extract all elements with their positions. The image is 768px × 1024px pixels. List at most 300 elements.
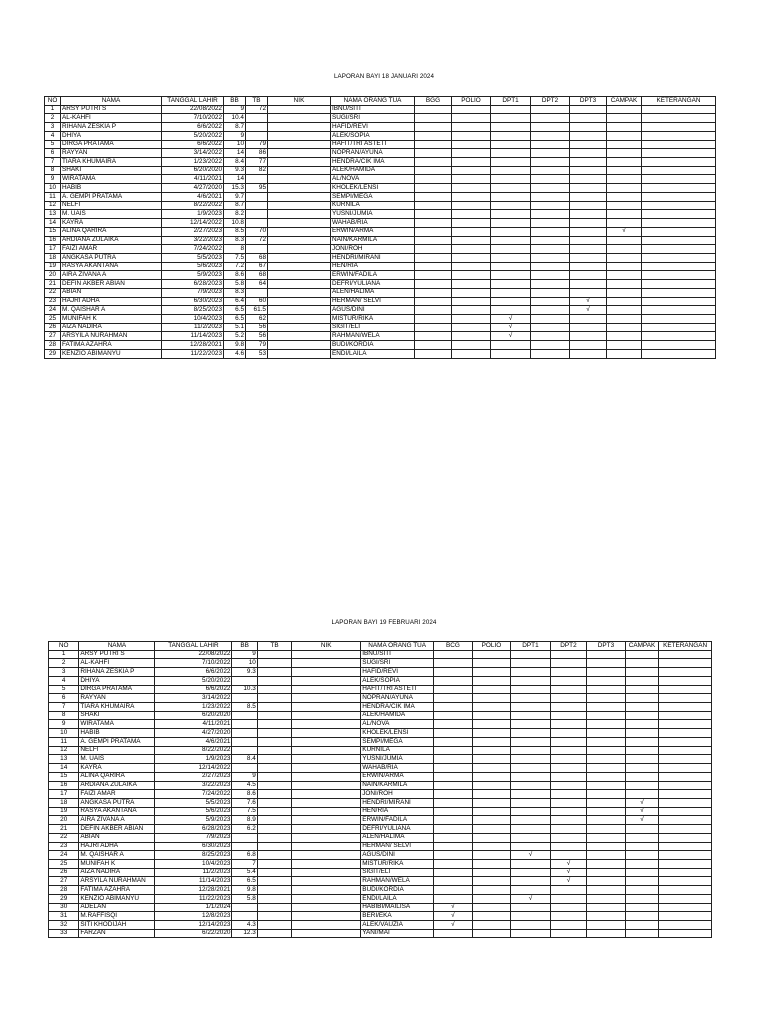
- report-title-january: LAPORAN BAYI 18 JANUARI 2024: [333, 73, 434, 80]
- cell-bb: 8.3: [224, 288, 246, 297]
- cell-dpt1: [511, 903, 551, 912]
- table-row: [45, 192, 716, 201]
- cell-polio: [472, 729, 511, 738]
- cell-no: 15: [45, 227, 61, 236]
- cell-parent-name: SEMPI/MEGA: [331, 192, 415, 201]
- cell-dpt1: [491, 192, 531, 201]
- cell-bb: 8.6: [224, 271, 246, 280]
- cell-dpt1: [491, 105, 531, 114]
- cell-campak: [607, 323, 642, 332]
- cell-keterangan: [659, 729, 712, 738]
- cell-tb: [257, 668, 291, 677]
- column-header-dpt1: DPT1: [491, 97, 531, 106]
- cell-dpt2: [550, 711, 586, 720]
- cell-polio: [452, 236, 491, 245]
- cell-parent-name: RAHMAN/WELA: [331, 332, 415, 341]
- cell-campak: [607, 166, 642, 175]
- cell-name: RAYYAN: [79, 694, 155, 703]
- cell-birth-date: 3/22/2023: [162, 236, 224, 245]
- cell-polio: [452, 192, 491, 201]
- table-row: [45, 175, 716, 184]
- cell-bb: 10.8: [224, 219, 246, 228]
- cell-dpt2: [550, 755, 586, 764]
- cell-bb: 5.4: [232, 868, 257, 877]
- cell-dpt1: [511, 921, 551, 930]
- cell-bgg: [434, 929, 473, 938]
- cell-birth-date: 4/11/2021: [162, 175, 224, 184]
- cell-bb: 10.4: [224, 114, 246, 123]
- cell-nik: [268, 192, 331, 201]
- column-header-birth-date: TANGGAL LAHIR: [155, 642, 232, 651]
- cell-tb: [257, 781, 291, 790]
- cell-bgg: [415, 245, 452, 254]
- cell-dpt3: [570, 323, 607, 332]
- cell-bgg: [434, 851, 473, 860]
- cell-campak: [625, 668, 658, 677]
- cell-dpt2: [531, 253, 570, 262]
- cell-dpt3: [570, 131, 607, 140]
- cell-bb: 7.5: [224, 253, 246, 262]
- cell-bb: [232, 729, 257, 738]
- report-table-january: [44, 96, 716, 359]
- cell-dpt3: [570, 262, 607, 271]
- cell-birth-date: 6/6/2022: [162, 123, 224, 132]
- table-row: [45, 227, 716, 236]
- cell-dpt3: √: [570, 306, 607, 315]
- cell-campak: [625, 825, 658, 834]
- table-row: [45, 131, 716, 140]
- cell-bgg: [415, 288, 452, 297]
- cell-dpt1: [511, 781, 551, 790]
- cell-polio: [452, 201, 491, 210]
- cell-no: 15: [49, 772, 79, 781]
- cell-campak: [607, 288, 642, 297]
- cell-parent-name: DEFRI/YULIANA: [361, 825, 434, 834]
- cell-bgg: [434, 737, 473, 746]
- cell-nik: [292, 868, 361, 877]
- cell-bb: 9.8: [224, 341, 246, 350]
- cell-bb: 9: [232, 650, 257, 659]
- cell-campak: [625, 772, 658, 781]
- cell-bgg: [415, 297, 452, 306]
- cell-keterangan: [642, 131, 716, 140]
- cell-dpt3: [570, 105, 607, 114]
- cell-dpt3: [587, 903, 626, 912]
- cell-polio: [472, 694, 511, 703]
- cell-bgg: [434, 781, 473, 790]
- cell-bb: 8.6: [232, 790, 257, 799]
- cell-dpt3: [570, 236, 607, 245]
- cell-dpt3: [587, 798, 626, 807]
- cell-parent-name: AL/NOVA: [361, 720, 434, 729]
- cell-dpt1: [511, 772, 551, 781]
- cell-parent-name: AGUS/DINI: [331, 306, 415, 315]
- cell-dpt2: [550, 851, 586, 860]
- cell-bgg: [434, 711, 473, 720]
- cell-polio: [452, 280, 491, 289]
- cell-no: 28: [49, 886, 79, 895]
- cell-tb: 77: [246, 158, 268, 167]
- cell-tb: [257, 868, 291, 877]
- cell-dpt2: √: [550, 877, 586, 886]
- cell-keterangan: [659, 781, 712, 790]
- cell-keterangan: [642, 201, 716, 210]
- cell-bb: 7.2: [224, 262, 246, 271]
- cell-dpt2: [531, 245, 570, 254]
- cell-parent-name: YUSNI/JUMIA: [331, 210, 415, 219]
- cell-no: 16: [49, 781, 79, 790]
- cell-bb: 10: [224, 140, 246, 149]
- cell-keterangan: [642, 105, 716, 114]
- cell-name: HABIB: [79, 729, 155, 738]
- table-row: [49, 790, 712, 799]
- cell-keterangan: [642, 288, 716, 297]
- cell-campak: [625, 676, 658, 685]
- cell-nik: [292, 772, 361, 781]
- cell-name: RIHANA ZESKIA P: [79, 668, 155, 677]
- cell-dpt2: [550, 833, 586, 842]
- cell-parent-name: HAFIT/TRI ASTETI: [331, 140, 415, 149]
- cell-bgg: [415, 262, 452, 271]
- cell-no: 5: [45, 140, 61, 149]
- cell-campak: √: [607, 227, 642, 236]
- cell-tb: 64: [246, 280, 268, 289]
- cell-birth-date: 5/9/2023: [162, 271, 224, 280]
- cell-parent-name: WAHAB/RIA: [361, 764, 434, 773]
- cell-name: SITI KHODIJAH: [79, 921, 155, 930]
- cell-campak: [607, 314, 642, 323]
- cell-no: 14: [45, 219, 61, 228]
- cell-no: 13: [45, 210, 61, 219]
- cell-polio: [472, 772, 511, 781]
- cell-name: FAIZI AMAR: [79, 790, 155, 799]
- cell-campak: [625, 842, 658, 851]
- cell-bb: 8.5: [224, 227, 246, 236]
- cell-dpt2: √: [550, 868, 586, 877]
- cell-name: MUNIFAH K: [79, 859, 155, 868]
- cell-birth-date: 6/30/2023: [162, 297, 224, 306]
- cell-bb: 6.5: [232, 877, 257, 886]
- cell-parent-name: HEN/RIA: [331, 262, 415, 271]
- cell-no: 24: [45, 306, 61, 315]
- column-header-bgg: BCG: [434, 642, 473, 651]
- table-row: [45, 349, 716, 358]
- cell-tb: [246, 175, 268, 184]
- cell-dpt3: [587, 886, 626, 895]
- cell-name: ARSYILA NURAHMAN: [79, 877, 155, 886]
- cell-parent-name: HABIBI/MAILISA: [361, 903, 434, 912]
- cell-keterangan: [659, 886, 712, 895]
- cell-dpt2: [531, 306, 570, 315]
- cell-name: RAYYAN: [61, 149, 162, 158]
- cell-keterangan: [659, 694, 712, 703]
- cell-dpt1: [491, 236, 531, 245]
- cell-dpt2: [550, 816, 586, 825]
- cell-name: AL-KAHFI: [79, 659, 155, 668]
- cell-tb: [257, 886, 291, 895]
- cell-birth-date: 1/23/2022: [162, 158, 224, 167]
- cell-dpt3: [587, 825, 626, 834]
- cell-dpt2: [531, 271, 570, 280]
- table-row: [49, 833, 712, 842]
- cell-bgg: [415, 149, 452, 158]
- column-header-bgg: BGG: [415, 97, 452, 106]
- column-header-dpt3: DPT3: [587, 642, 626, 651]
- cell-name: MUNIFAH K: [61, 314, 162, 323]
- cell-bgg: [415, 114, 452, 123]
- cell-dpt3: [570, 192, 607, 201]
- cell-bgg: [434, 833, 473, 842]
- cell-no: 7: [45, 158, 61, 167]
- cell-nik: [292, 729, 361, 738]
- cell-campak: [625, 764, 658, 773]
- cell-bb: [232, 833, 257, 842]
- cell-name: DEFIN AKBER ABIAN: [79, 825, 155, 834]
- cell-dpt1: [511, 720, 551, 729]
- cell-birth-date: 11/2/2023: [162, 323, 224, 332]
- cell-nik: [292, 807, 361, 816]
- cell-campak: [625, 833, 658, 842]
- cell-dpt1: [511, 807, 551, 816]
- cell-no: 5: [49, 685, 79, 694]
- cell-tb: [257, 816, 291, 825]
- cell-nik: [292, 711, 361, 720]
- cell-name: ARDIANA ZULAIKA: [61, 236, 162, 245]
- table-row: [45, 184, 716, 193]
- cell-polio: [452, 332, 491, 341]
- cell-keterangan: [642, 227, 716, 236]
- cell-campak: [607, 114, 642, 123]
- cell-dpt2: √: [550, 859, 586, 868]
- cell-parent-name: BUDI/KORDIA: [331, 341, 415, 350]
- cell-birth-date: 12/28/2021: [155, 886, 232, 895]
- cell-dpt3: √: [570, 297, 607, 306]
- cell-no: 30: [49, 903, 79, 912]
- table-row: [49, 764, 712, 773]
- cell-bgg: [434, 659, 473, 668]
- cell-polio: [472, 755, 511, 764]
- cell-name: KAYRA: [79, 764, 155, 773]
- cell-dpt2: [550, 807, 586, 816]
- column-header-dpt3: DPT3: [570, 97, 607, 106]
- cell-nik: [268, 140, 331, 149]
- cell-keterangan: [659, 903, 712, 912]
- cell-dpt2: [550, 842, 586, 851]
- cell-bgg: [434, 650, 473, 659]
- cell-dpt1: [511, 912, 551, 921]
- cell-parent-name: ERWIN/FADILA: [331, 271, 415, 280]
- column-header-polio: POLIO: [472, 642, 511, 651]
- cell-name: AIZA NADIRA: [79, 868, 155, 877]
- cell-dpt1: √: [491, 323, 531, 332]
- cell-bgg: [415, 105, 452, 114]
- cell-polio: [472, 903, 511, 912]
- cell-bgg: [434, 668, 473, 677]
- cell-bgg: [434, 720, 473, 729]
- cell-bgg: [415, 323, 452, 332]
- cell-birth-date: 4/27/2020: [162, 184, 224, 193]
- cell-bb: 8.7: [224, 123, 246, 132]
- cell-birth-date: 5/20/2022: [162, 131, 224, 140]
- cell-nik: [268, 262, 331, 271]
- cell-dpt1: [491, 288, 531, 297]
- cell-birth-date: 11/2/2023: [155, 868, 232, 877]
- cell-bb: 6.5: [224, 314, 246, 323]
- cell-tb: [246, 210, 268, 219]
- cell-dpt3: [587, 807, 626, 816]
- cell-dpt1: [491, 219, 531, 228]
- cell-dpt1: [511, 755, 551, 764]
- table-row: [49, 868, 712, 877]
- cell-name: RASYA AKANTANA: [79, 807, 155, 816]
- cell-bgg: [434, 859, 473, 868]
- cell-birth-date: 7/9/2023: [155, 833, 232, 842]
- cell-dpt2: [531, 149, 570, 158]
- cell-bgg: [415, 175, 452, 184]
- cell-campak: [625, 729, 658, 738]
- cell-tb: [257, 755, 291, 764]
- cell-birth-date: 4/6/2021: [155, 737, 232, 746]
- cell-nik: [292, 886, 361, 895]
- cell-bgg: [434, 798, 473, 807]
- cell-bb: 4.6: [224, 349, 246, 358]
- cell-campak: [607, 262, 642, 271]
- cell-keterangan: [642, 245, 716, 254]
- cell-tb: 56: [246, 323, 268, 332]
- cell-nik: [268, 210, 331, 219]
- table-row: [45, 253, 716, 262]
- cell-keterangan: [659, 676, 712, 685]
- cell-no: 9: [45, 175, 61, 184]
- cell-nik: [292, 720, 361, 729]
- cell-dpt3: [587, 877, 626, 886]
- cell-keterangan: [642, 314, 716, 323]
- column-header-birth-date: TANGGAL LAHIR: [162, 97, 224, 106]
- cell-polio: [472, 650, 511, 659]
- column-header-name: NAMA: [79, 642, 155, 651]
- cell-campak: [607, 219, 642, 228]
- cell-keterangan: [642, 192, 716, 201]
- cell-dpt2: [531, 184, 570, 193]
- cell-birth-date: 6/28/2023: [155, 825, 232, 834]
- cell-dpt3: [570, 184, 607, 193]
- cell-birth-date: 6/30/2023: [155, 842, 232, 851]
- cell-nik: [292, 755, 361, 764]
- cell-polio: [472, 816, 511, 825]
- cell-no: 2: [49, 659, 79, 668]
- column-header-no: NO: [49, 642, 79, 651]
- cell-polio: [472, 764, 511, 773]
- cell-polio: [452, 253, 491, 262]
- cell-parent-name: KHOLEK/LENSI: [361, 729, 434, 738]
- cell-birth-date: 11/22/2023: [155, 894, 232, 903]
- cell-bgg: [434, 868, 473, 877]
- cell-bgg: √: [434, 912, 473, 921]
- cell-keterangan: [659, 929, 712, 938]
- cell-tb: [246, 245, 268, 254]
- cell-nik: [268, 314, 331, 323]
- cell-parent-name: ALEK/VAUZIA: [361, 921, 434, 930]
- cell-no: 26: [49, 868, 79, 877]
- cell-birth-date: 4/11/2021: [155, 720, 232, 729]
- cell-keterangan: [642, 280, 716, 289]
- cell-dpt1: [511, 711, 551, 720]
- cell-birth-date: 6/22/2020: [155, 929, 232, 938]
- cell-birth-date: 5/5/2023: [162, 253, 224, 262]
- cell-bgg: [415, 166, 452, 175]
- cell-dpt1: [491, 201, 531, 210]
- cell-dpt2: [550, 790, 586, 799]
- cell-name: ADELAN: [79, 903, 155, 912]
- cell-no: 25: [45, 314, 61, 323]
- table-row: [45, 140, 716, 149]
- cell-birth-date: 1/9/2023: [155, 755, 232, 764]
- cell-tb: [246, 123, 268, 132]
- table-row: [49, 807, 712, 816]
- cell-tb: [257, 746, 291, 755]
- table-row: [45, 149, 716, 158]
- cell-no: 32: [49, 921, 79, 930]
- cell-dpt1: [491, 271, 531, 280]
- table-row: [45, 306, 716, 315]
- cell-bgg: [434, 703, 473, 712]
- cell-parent-name: ALEK/HAMIDA: [361, 711, 434, 720]
- cell-polio: [452, 140, 491, 149]
- cell-nik: [292, 781, 361, 790]
- cell-bb: 4.3: [232, 921, 257, 930]
- cell-keterangan: [642, 349, 716, 358]
- cell-birth-date: 3/14/2022: [155, 694, 232, 703]
- cell-tb: [246, 288, 268, 297]
- column-header-dpt2: DPT2: [531, 97, 570, 106]
- cell-dpt3: [570, 123, 607, 132]
- cell-campak: [607, 306, 642, 315]
- table-row: [45, 114, 716, 123]
- cell-bgg: [415, 314, 452, 323]
- cell-no: 26: [45, 323, 61, 332]
- cell-name: KENZIO ABIMANYU: [79, 894, 155, 903]
- table-row: [49, 685, 712, 694]
- cell-dpt2: [531, 219, 570, 228]
- table-row: [45, 236, 716, 245]
- table-row: [45, 201, 716, 210]
- cell-dpt1: [511, 703, 551, 712]
- cell-dpt1: [511, 659, 551, 668]
- cell-dpt2: [531, 175, 570, 184]
- cell-dpt1: √: [491, 332, 531, 341]
- cell-keterangan: [642, 262, 716, 271]
- cell-dpt2: [531, 192, 570, 201]
- cell-tb: [257, 903, 291, 912]
- cell-dpt2: [550, 886, 586, 895]
- cell-tb: [246, 201, 268, 210]
- cell-polio: [472, 859, 511, 868]
- cell-no: 23: [45, 297, 61, 306]
- cell-dpt2: [531, 123, 570, 132]
- cell-polio: [452, 105, 491, 114]
- cell-dpt1: [491, 349, 531, 358]
- cell-nik: [292, 798, 361, 807]
- cell-parent-name: ALEN/HALIMA: [331, 288, 415, 297]
- column-header-no: NO: [45, 97, 61, 106]
- cell-parent-name: ENDI/LAILA: [361, 894, 434, 903]
- cell-dpt1: [491, 297, 531, 306]
- cell-dpt3: [570, 288, 607, 297]
- cell-tb: [257, 694, 291, 703]
- cell-keterangan: [642, 123, 716, 132]
- cell-no: 20: [45, 271, 61, 280]
- cell-no: 1: [45, 105, 61, 114]
